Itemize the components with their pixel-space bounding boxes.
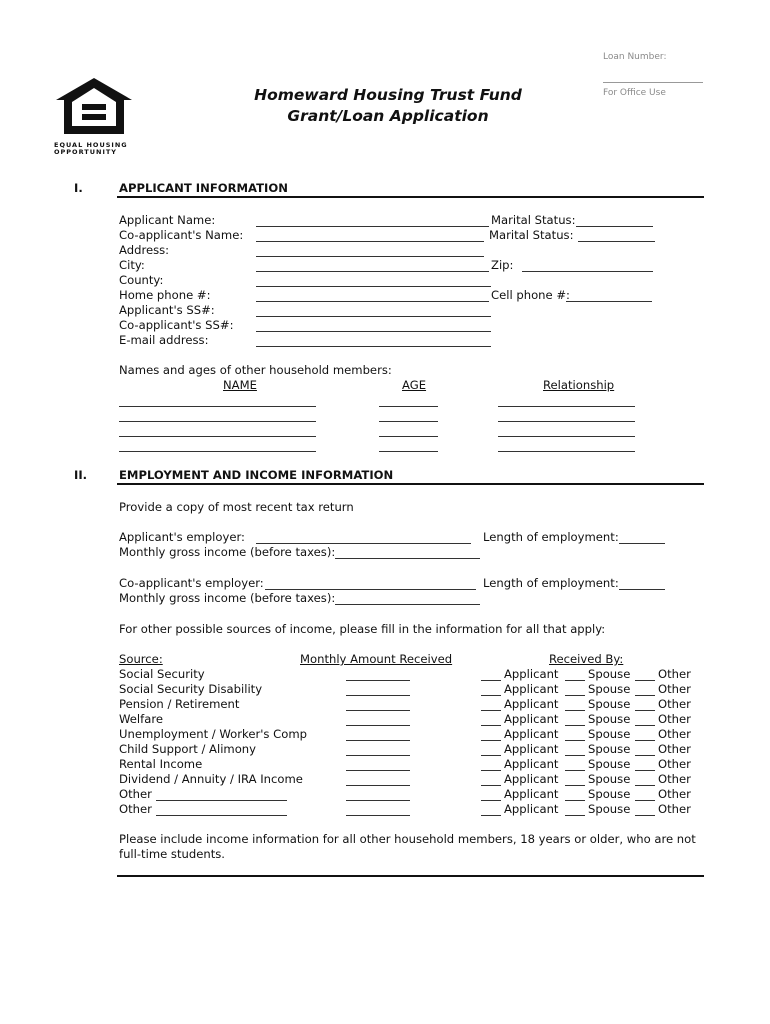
- other-check-field[interactable]: [635, 800, 655, 801]
- applicant-check-field[interactable]: [481, 710, 501, 711]
- other-check-field[interactable]: [635, 785, 655, 786]
- household-relationship-field[interactable]: [498, 421, 635, 422]
- income-source-label: Unemployment / Worker's Comp: [119, 727, 307, 741]
- coapplicant-ss-field[interactable]: [256, 331, 491, 332]
- received-by-spouse-label: Spouse: [588, 697, 631, 711]
- other-check-field[interactable]: [635, 725, 655, 726]
- spouse-check-field[interactable]: [565, 725, 585, 726]
- household-age-field[interactable]: [379, 451, 438, 452]
- applicant-check-field[interactable]: [481, 755, 501, 756]
- received-by-other-label: Other: [658, 757, 691, 771]
- income-source-label: Welfare: [119, 712, 163, 726]
- applicant-check-field[interactable]: [481, 680, 501, 681]
- household-relationship-field[interactable]: [498, 451, 635, 452]
- field-label: Applicant's SS#:: [119, 303, 215, 317]
- marital-status-field[interactable]: [576, 226, 653, 227]
- received-by-other-label: Other: [658, 727, 691, 741]
- other-sources-prompt: For other possible sources of income, please fill in the information for all that apply:: [119, 622, 606, 636]
- coapplicant-employer-label: Co-applicant's employer:: [119, 576, 264, 590]
- coapplicant-employer-field[interactable]: [265, 589, 476, 590]
- city-field[interactable]: [256, 271, 489, 272]
- zip-field[interactable]: [522, 271, 653, 272]
- cell-phone-field[interactable]: [566, 301, 652, 302]
- loan-number-field[interactable]: [603, 82, 703, 83]
- income-col-received-by: Received By:: [549, 652, 624, 666]
- equal-housing-logo: [54, 76, 134, 156]
- income-source-label: Social Security Disability: [119, 682, 263, 696]
- zip-label: Zip:: [491, 258, 514, 272]
- coapplicant-length-of-employment-label: Length of employment:: [483, 576, 619, 590]
- section-2-rule: [117, 483, 704, 485]
- spouse-check-field[interactable]: [565, 740, 585, 741]
- field-label: Applicant Name:: [119, 213, 216, 227]
- received-by-applicant-label: Applicant: [504, 787, 559, 801]
- logo-text-line2: OPPORTUNITY: [54, 148, 118, 156]
- spouse-check-field[interactable]: [565, 695, 585, 696]
- spouse-check-field[interactable]: [565, 710, 585, 711]
- household-prompt: Names and ages of other household members:: [119, 363, 392, 377]
- household-relationship-field[interactable]: [498, 436, 635, 437]
- for-office-use-label: For Office Use: [603, 88, 666, 98]
- field-label: City:: [119, 258, 145, 272]
- household-age-field[interactable]: [379, 421, 438, 422]
- applicant-check-field[interactable]: [481, 800, 501, 801]
- monthly-amount-field[interactable]: [346, 800, 410, 801]
- household-name-field[interactable]: [119, 436, 316, 437]
- income-source-label: Dividend / Annuity / IRA Income: [119, 772, 303, 786]
- footnote-line2: full-time students.: [119, 847, 225, 861]
- income-source-other-field[interactable]: [156, 815, 287, 816]
- income-col-source: Source:: [119, 652, 163, 666]
- monthly-amount-field[interactable]: [346, 725, 410, 726]
- applicant-ss-field[interactable]: [256, 316, 491, 317]
- section-2-numeral: II.: [74, 468, 88, 482]
- monthly-amount-field[interactable]: [346, 680, 410, 681]
- other-check-field[interactable]: [635, 710, 655, 711]
- household-name-field[interactable]: [119, 406, 316, 407]
- household-col-age: AGE: [402, 378, 427, 392]
- applicant-name-field[interactable]: [256, 226, 489, 227]
- monthly-amount-field[interactable]: [346, 785, 410, 786]
- applicant-check-field[interactable]: [481, 785, 501, 786]
- length-of-employment-label: Length of employment:: [483, 530, 619, 544]
- income-source-label: Other: [119, 787, 152, 801]
- tax-return-note: Provide a copy of most recent tax return: [119, 500, 354, 514]
- applicant-check-field[interactable]: [481, 695, 501, 696]
- spouse-check-field[interactable]: [565, 785, 585, 786]
- household-name-field[interactable]: [119, 421, 316, 422]
- house-icon: [54, 76, 134, 136]
- received-by-other-label: Other: [658, 682, 691, 696]
- income-source-label: Rental Income: [119, 757, 203, 771]
- received-by-other-label: Other: [658, 802, 691, 816]
- coapplicant-marital-status-label: Marital Status:: [489, 228, 574, 242]
- received-by-applicant-label: Applicant: [504, 682, 559, 696]
- marital-status-label: Marital Status:: [491, 213, 576, 227]
- household-name-field[interactable]: [119, 451, 316, 452]
- applicant-check-field[interactable]: [481, 815, 501, 816]
- received-by-spouse-label: Spouse: [588, 802, 631, 816]
- received-by-applicant-label: Applicant: [504, 712, 559, 726]
- section-2-heading: EMPLOYMENT AND INCOME INFORMATION: [119, 468, 394, 482]
- received-by-other-label: Other: [658, 772, 691, 786]
- section-1-numeral: I.: [74, 181, 83, 195]
- spouse-check-field[interactable]: [565, 680, 585, 681]
- received-by-applicant-label: Applicant: [504, 772, 559, 786]
- coapplicant-length-of-employment-field[interactable]: [619, 589, 665, 590]
- received-by-spouse-label: Spouse: [588, 742, 631, 756]
- monthly-amount-field[interactable]: [346, 770, 410, 771]
- field-label: County:: [119, 273, 164, 287]
- received-by-spouse-label: Spouse: [588, 772, 631, 786]
- monthly-gross-label: Monthly gross income (before taxes):: [119, 545, 336, 559]
- household-age-field[interactable]: [379, 406, 438, 407]
- received-by-other-label: Other: [658, 697, 691, 711]
- received-by-applicant-label: Applicant: [504, 697, 559, 711]
- other-check-field[interactable]: [635, 695, 655, 696]
- received-by-applicant-label: Applicant: [504, 667, 559, 681]
- income-source-label: Pension / Retirement: [119, 697, 240, 711]
- field-label: Co-applicant's SS#:: [119, 318, 234, 332]
- other-check-field[interactable]: [635, 815, 655, 816]
- other-check-field[interactable]: [635, 770, 655, 771]
- income-source-label: Child Support / Alimony: [119, 742, 257, 756]
- footer-rule: [117, 875, 704, 877]
- received-by-spouse-label: Spouse: [588, 682, 631, 696]
- received-by-applicant-label: Applicant: [504, 757, 559, 771]
- logo-text-line1: EQUAL HOUSING: [54, 141, 128, 149]
- received-by-other-label: Other: [658, 712, 691, 726]
- monthly-gross-field[interactable]: [335, 558, 480, 559]
- spouse-check-field[interactable]: [565, 770, 585, 771]
- monthly-amount-field[interactable]: [346, 710, 410, 711]
- coapplicant-marital-status-field[interactable]: [578, 241, 655, 242]
- section-1-rule: [117, 196, 704, 198]
- footnote-line1: Please include income information for all other household members, 18 years or older, who are not: [119, 832, 696, 846]
- monthly-amount-field[interactable]: [346, 740, 410, 741]
- field-label: Address:: [119, 243, 170, 257]
- received-by-other-label: Other: [658, 742, 691, 756]
- applicant-employer-label: Applicant's employer:: [119, 530, 245, 544]
- income-source-other-field[interactable]: [156, 800, 287, 801]
- received-by-applicant-label: Applicant: [504, 727, 559, 741]
- section-1-heading: APPLICANT INFORMATION: [119, 181, 288, 195]
- received-by-other-label: Other: [658, 667, 691, 681]
- monthly-amount-field[interactable]: [346, 755, 410, 756]
- coapplicant-monthly-gross-field[interactable]: [335, 604, 480, 605]
- applicant-check-field[interactable]: [481, 770, 501, 771]
- income-source-label: Social Security: [119, 667, 205, 681]
- received-by-spouse-label: Spouse: [588, 667, 631, 681]
- spouse-check-field[interactable]: [565, 815, 585, 816]
- loan-number-label: Loan Number:: [603, 52, 667, 62]
- household-age-field[interactable]: [379, 436, 438, 437]
- household-col-relationship: Relationship: [543, 378, 615, 392]
- coapplicant-name-field[interactable]: [256, 241, 484, 242]
- home-phone-field[interactable]: [256, 301, 489, 302]
- received-by-applicant-label: Applicant: [504, 802, 559, 816]
- applicant-check-field[interactable]: [481, 725, 501, 726]
- received-by-spouse-label: Spouse: [588, 757, 631, 771]
- income-source-label: Other: [119, 802, 152, 816]
- received-by-spouse-label: Spouse: [588, 727, 631, 741]
- income-col-amount: Monthly Amount Received: [300, 652, 453, 666]
- form-title: Homeward Housing Trust Fund: [254, 86, 522, 104]
- form-subtitle: Grant/Loan Application: [287, 107, 489, 125]
- other-check-field[interactable]: [635, 740, 655, 741]
- length-of-employment-field[interactable]: [619, 543, 665, 544]
- received-by-spouse-label: Spouse: [588, 712, 631, 726]
- spouse-check-field[interactable]: [565, 800, 585, 801]
- email-field[interactable]: [256, 346, 491, 347]
- applicant-check-field[interactable]: [481, 740, 501, 741]
- monthly-amount-field[interactable]: [346, 695, 410, 696]
- spouse-check-field[interactable]: [565, 755, 585, 756]
- field-label: Co-applicant's Name:: [119, 228, 244, 242]
- county-field[interactable]: [256, 286, 491, 287]
- received-by-applicant-label: Applicant: [504, 742, 559, 756]
- received-by-other-label: Other: [658, 787, 691, 801]
- field-label: Home phone #:: [119, 288, 211, 302]
- household-relationship-field[interactable]: [498, 406, 635, 407]
- cell-phone-label: Cell phone #:: [491, 288, 570, 302]
- address-field[interactable]: [256, 256, 484, 257]
- coapplicant-monthly-gross-label: Monthly gross income (before taxes):: [119, 591, 336, 605]
- household-col-name: NAME: [223, 378, 257, 392]
- monthly-amount-field[interactable]: [346, 815, 410, 816]
- other-check-field[interactable]: [635, 755, 655, 756]
- applicant-employer-field[interactable]: [256, 543, 471, 544]
- other-check-field[interactable]: [635, 680, 655, 681]
- field-label: E-mail address:: [119, 333, 209, 347]
- received-by-spouse-label: Spouse: [588, 787, 631, 801]
